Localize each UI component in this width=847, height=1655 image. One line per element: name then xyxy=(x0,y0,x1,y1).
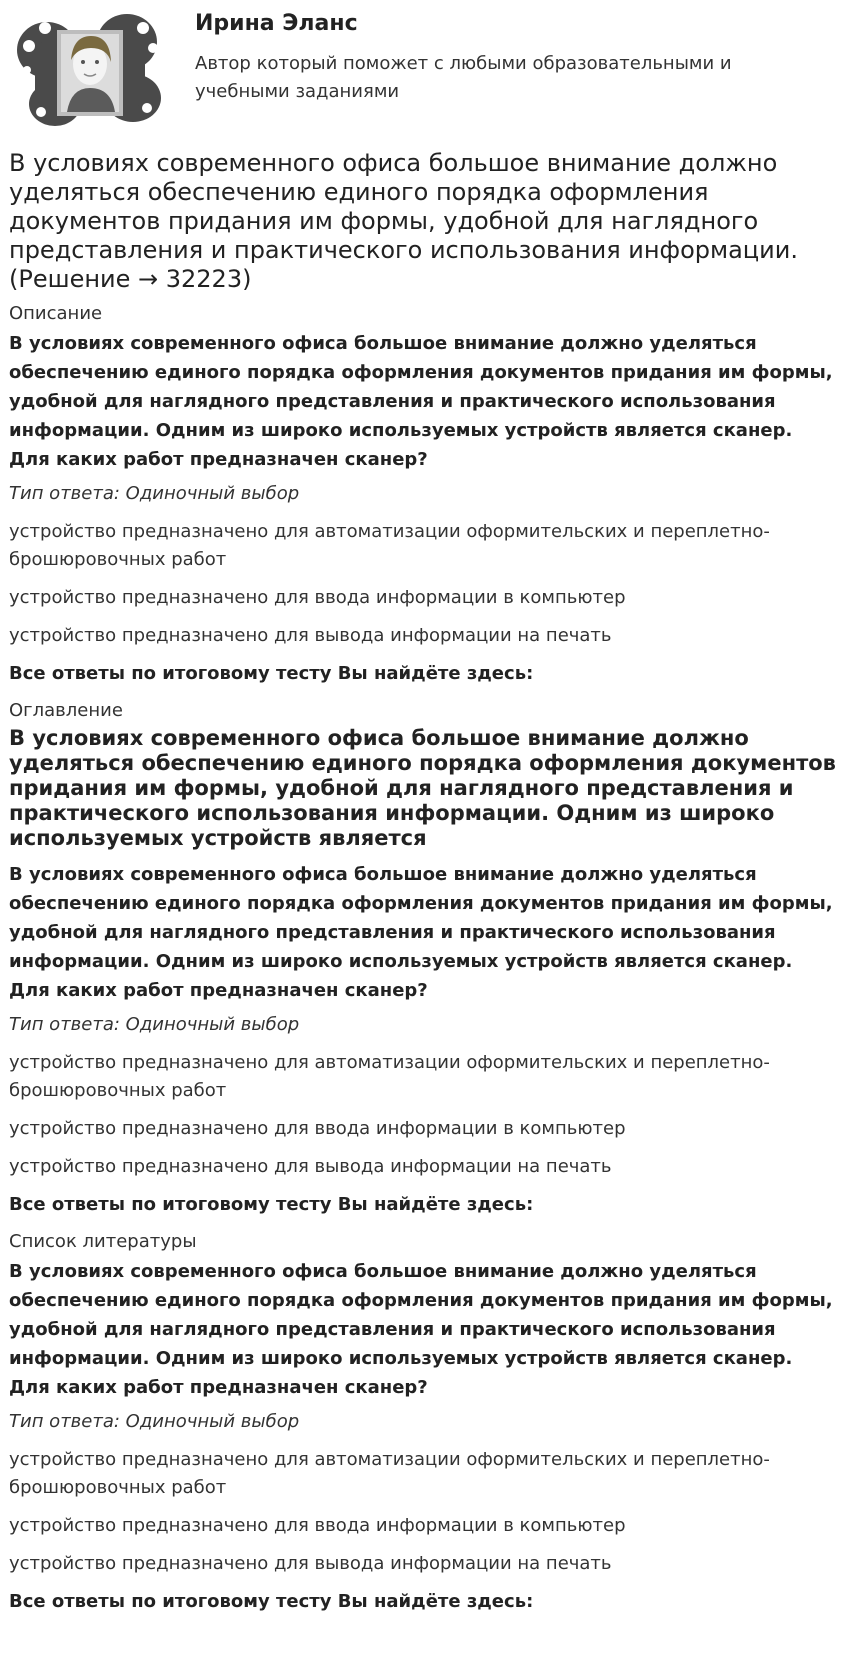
answer-option: устройство предназначено для автоматизации оформительских и переплетно-брошюровочных работ xyxy=(9,1052,770,1101)
all-answers-note: Все ответы по итоговому тесту Вы найдёте здесь: xyxy=(9,663,534,684)
answer-option: устройство предназначено для ввода информации в компьютер xyxy=(9,1515,626,1536)
author-avatar[interactable] xyxy=(15,8,163,128)
author-description: Автор который поможет с любыми образовательными и учебными заданиями xyxy=(195,53,732,102)
section-label: Оглавление xyxy=(9,700,123,721)
section-block xyxy=(9,303,838,688)
question-text: В условиях современного офиса большое внимание должно уделяться обеспечению единого порядка оформления документов придания им формы, удобной для наглядного представления и практического использования информации. Одним из широко используемых устройств является сканер. Для каких работ предназначен сканер? xyxy=(9,333,833,470)
section-label: Список литературы xyxy=(9,1231,197,1252)
all-answers-note: Все ответы по итоговому тесту Вы найдёте здесь: xyxy=(9,1194,534,1215)
section-block xyxy=(9,1231,838,1616)
question-text: В условиях современного офиса большое внимание должно уделяться обеспечению единого порядка оформления документов придания им формы, удобной для наглядного представления и практического использования информации. Одним из широко используемых устройств является сканер. Для каких работ предназначен сканер? xyxy=(9,864,833,1001)
answer-type: Тип ответа: Одиночный выбор xyxy=(9,1411,300,1432)
question-text: В условиях современного офиса большое внимание должно уделяться обеспечению единого порядка оформления документов придания им формы, удобной для наглядного представления и практического использования информации. Одним из широко используемых устройств является сканер. Для каких работ предназначен сканер? xyxy=(9,1261,833,1398)
answer-option: устройство предназначено для ввода информации в компьютер xyxy=(9,587,626,608)
answer-option: устройство предназначено для вывода информации на печать xyxy=(9,1156,612,1177)
author-name[interactable]: Ирина Эланс xyxy=(195,11,358,36)
section-block xyxy=(9,700,838,1219)
answer-option: устройство предназначено для вывода информации на печать xyxy=(9,625,612,646)
page-title: В условиях современного офиса большое внимание должно уделяться обеспечению единого порядка оформления документов придания им формы, удобной для наглядного представления и практического использования информации. (Решение → 32223) xyxy=(9,149,798,293)
answer-type: Тип ответа: Одиночный выбор xyxy=(9,1014,300,1035)
answer-option: устройство предназначено для вывода информации на печать xyxy=(9,1553,612,1574)
section-label: Описание xyxy=(9,303,103,324)
all-answers-note: Все ответы по итоговому тесту Вы найдёте здесь: xyxy=(9,1591,534,1612)
toc-heading: В условиях современного офиса большое внимание должно уделяться обеспечению единого порядка оформления документов придания им формы, удобной для наглядного представления и практического использования информации. Одним из широко используемых устройств является xyxy=(9,726,836,850)
answer-type: Тип ответа: Одиночный выбор xyxy=(9,483,300,504)
author-card xyxy=(9,0,838,140)
content-sections xyxy=(9,303,838,1616)
answer-option: устройство предназначено для автоматизации оформительских и переплетно-брошюровочных работ xyxy=(9,521,770,570)
answer-option: устройство предназначено для автоматизации оформительских и переплетно-брошюровочных работ xyxy=(9,1449,770,1498)
answer-option: устройство предназначено для ввода информации в компьютер xyxy=(9,1118,626,1139)
